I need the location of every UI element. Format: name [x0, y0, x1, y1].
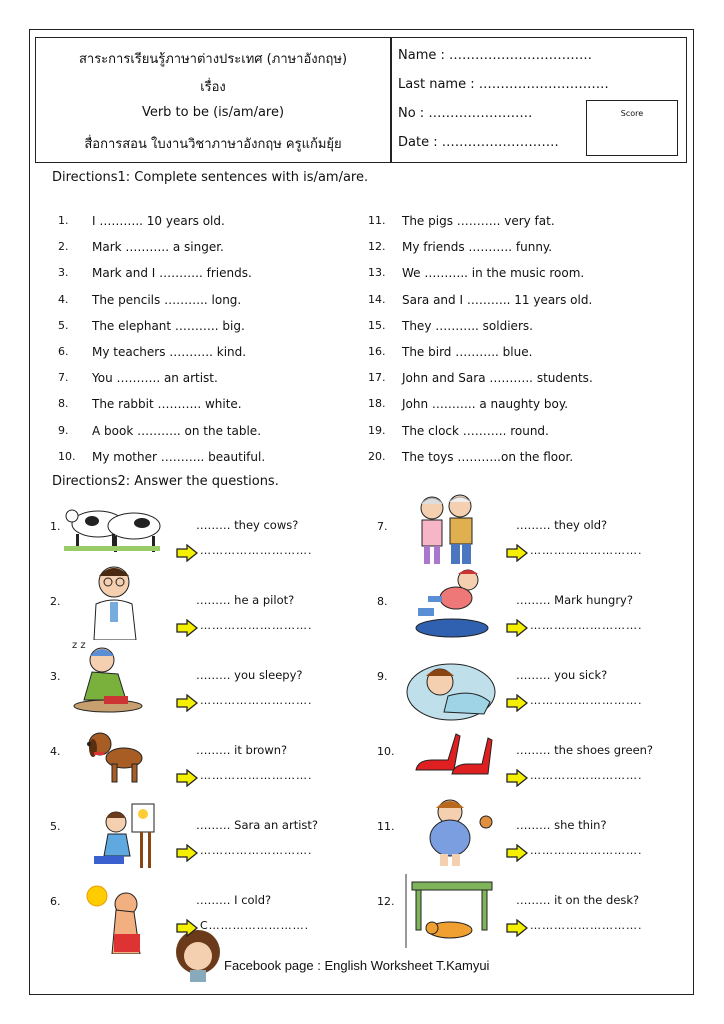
sentence-item[interactable]: They ……….. soldiers. — [402, 318, 533, 333]
answer-line[interactable]: ………………………. — [530, 769, 643, 782]
sentence-number: 11. — [368, 214, 386, 227]
question-text: ……… he a pilot? — [196, 593, 295, 607]
answer-line[interactable]: C……………………. — [200, 919, 310, 932]
painter-girl-picture — [88, 800, 160, 872]
last-name-field[interactable]: Last name : ………………………… — [398, 77, 609, 92]
old-couple-picture — [412, 490, 486, 566]
teacher-line: สื่อการสอน ใบงานวิชาภาษาอังกฤษ ครูแก้มยุ้ย — [84, 137, 342, 152]
sentence-number: 19. — [368, 423, 386, 437]
question-number: 2. — [50, 595, 61, 608]
question-text: ……… you sleepy? — [196, 668, 303, 682]
sentence-number: 6. — [58, 345, 69, 358]
sentence-item[interactable]: We ……….. in the music room. — [402, 266, 585, 281]
sentence-number: 18. — [368, 397, 386, 411]
fat-girl-picture — [420, 796, 494, 868]
answer-line[interactable]: ………………………. — [530, 694, 643, 707]
question-number: 11. — [377, 820, 395, 833]
date-field[interactable]: Date : ……………………… — [398, 135, 559, 150]
sentence-item[interactable]: My friends ……….. funny. — [402, 240, 553, 255]
question-number: 3. — [50, 670, 61, 683]
directions-2: Directions2: Answer the questions. — [52, 474, 279, 489]
sentence-item[interactable]: The elephant ……….. big. — [92, 318, 245, 333]
answer-arrow-icon — [176, 844, 198, 862]
sleepy-boy-picture — [70, 634, 144, 714]
sentence-number: 2. — [58, 240, 69, 254]
sentence-item[interactable]: My mother ……….. beautiful. — [92, 449, 266, 464]
question-text: ……… she thin? — [516, 818, 607, 832]
answer-line[interactable]: ………………………. — [530, 844, 643, 857]
topic-title: Verb to be (is/am/are) — [141, 105, 285, 120]
score-label: Score — [620, 109, 644, 118]
sentence-item[interactable]: Mark and I ……….. friends. — [92, 266, 252, 281]
question-number: 5. — [50, 820, 61, 833]
question-number: 12. — [377, 895, 395, 908]
sentence-number: 5. — [58, 318, 69, 332]
sentence-number: 1. — [58, 214, 69, 227]
sentence-item[interactable]: John ……….. a naughty boy. — [402, 397, 569, 412]
question-number: 4. — [50, 745, 61, 758]
directions-1: Directions1: Complete sentences with is/am/are. — [52, 170, 369, 185]
answer-arrow-icon — [176, 919, 198, 937]
footer-credit: Facebook page : English Worksheet T.Kamyui — [224, 958, 490, 973]
sentence-item[interactable]: You ……….. an artist. — [92, 371, 218, 386]
question-number: 6. — [50, 895, 61, 908]
cat-under-table-picture — [404, 872, 494, 950]
answer-arrow-icon — [176, 769, 198, 787]
sentence-number: 4. — [58, 292, 69, 306]
topic-label: เรื่อง — [200, 80, 226, 95]
answer-arrow-icon — [506, 619, 528, 637]
question-text: ……… I cold? — [196, 893, 272, 907]
sentence-item[interactable]: The toys ………..on the floor. — [402, 449, 574, 464]
question-text: ……… Sara an artist? — [196, 818, 319, 832]
name-field[interactable]: Name : …………………………… — [398, 48, 592, 63]
question-text: ……… it on the desk? — [516, 893, 640, 907]
question-number: 10. — [377, 745, 395, 758]
sentence-number: 17. — [368, 371, 386, 385]
answer-line[interactable]: ………………………. — [200, 694, 313, 707]
sentence-number: 13. — [368, 266, 386, 280]
hot-man-picture — [82, 878, 152, 954]
answer-line[interactable]: ………………………. — [200, 619, 313, 632]
question-text: ……… they old? — [516, 518, 608, 532]
question-text: ……… they cows? — [196, 518, 299, 532]
hungry-boy-picture — [414, 568, 490, 640]
sentence-number: 14. — [368, 292, 386, 306]
question-text: ……… the shoes green? — [516, 743, 654, 757]
answer-line[interactable]: ………………………. — [200, 544, 313, 557]
answer-arrow-icon — [176, 544, 198, 562]
answer-arrow-icon — [506, 544, 528, 562]
sentence-item[interactable]: My teachers ……….. kind. — [92, 345, 247, 359]
sentence-item[interactable]: Sara and I ……….. 11 years old. — [402, 292, 593, 307]
sentence-number: 16. — [368, 345, 386, 358]
sentence-item[interactable]: The pigs ……….. very fat. — [402, 214, 555, 228]
answer-line[interactable]: ………………………. — [530, 544, 643, 557]
sentence-item[interactable]: The pencils ……….. long. — [92, 292, 242, 307]
sentence-number: 9. — [58, 423, 69, 437]
doctor-picture — [80, 560, 144, 640]
question-text: ……… you sick? — [516, 668, 608, 682]
answer-arrow-icon — [506, 844, 528, 862]
sick-girl-picture — [404, 652, 498, 724]
answer-arrow-icon — [176, 694, 198, 712]
header-box — [35, 37, 687, 163]
cows-picture — [62, 496, 162, 554]
answer-line[interactable]: ………………………. — [530, 919, 643, 932]
score-box[interactable] — [586, 100, 678, 156]
sentence-number: 10. — [58, 449, 76, 463]
question-number: 9. — [377, 670, 388, 683]
red-shoes-picture — [412, 730, 494, 780]
svg-text:z z: z z — [72, 640, 86, 651]
sentence-item[interactable]: John and Sara ……….. students. — [402, 371, 593, 386]
answer-line[interactable]: ………………………. — [200, 844, 313, 857]
sentence-item[interactable]: I ……….. 10 years old. — [92, 214, 225, 228]
question-number: 1. — [50, 520, 61, 533]
subject-line: สาระการเรียนรู้ภาษาต่างประเทศ (ภาษาอังกฤษ) — [78, 52, 348, 67]
sentence-item[interactable]: A book ……….. on the table. — [92, 423, 262, 438]
header-divider — [390, 38, 392, 162]
sentence-number: 15. — [368, 318, 386, 332]
answer-arrow-icon — [506, 769, 528, 787]
sentence-item[interactable]: Mark ……….. a singer. — [92, 240, 224, 255]
sentence-item[interactable]: The rabbit ……….. white. — [92, 397, 242, 412]
sentence-item[interactable]: The bird ……….. blue. — [402, 345, 533, 359]
sentence-number: 8. — [58, 397, 69, 411]
answer-arrow-icon — [506, 919, 528, 937]
dog-picture — [80, 726, 154, 786]
question-number: 8. — [377, 595, 388, 608]
sentence-item[interactable]: The clock ……….. round. — [402, 423, 549, 438]
question-text: ……… Mark hungry? — [516, 593, 633, 607]
answer-line[interactable]: ………………………. — [530, 619, 643, 632]
answer-line[interactable]: ………………………. — [200, 769, 313, 782]
answer-arrow-icon — [506, 694, 528, 712]
question-text: ……… it brown? — [196, 743, 288, 757]
answer-arrow-icon — [176, 619, 198, 637]
sentence-number: 20. — [368, 449, 386, 463]
sentence-number: 12. — [368, 240, 386, 254]
sentence-number: 3. — [58, 266, 69, 280]
number-field[interactable]: No : …………………… — [398, 106, 533, 121]
question-number: 7. — [377, 520, 388, 533]
sentence-number: 7. — [58, 371, 69, 385]
